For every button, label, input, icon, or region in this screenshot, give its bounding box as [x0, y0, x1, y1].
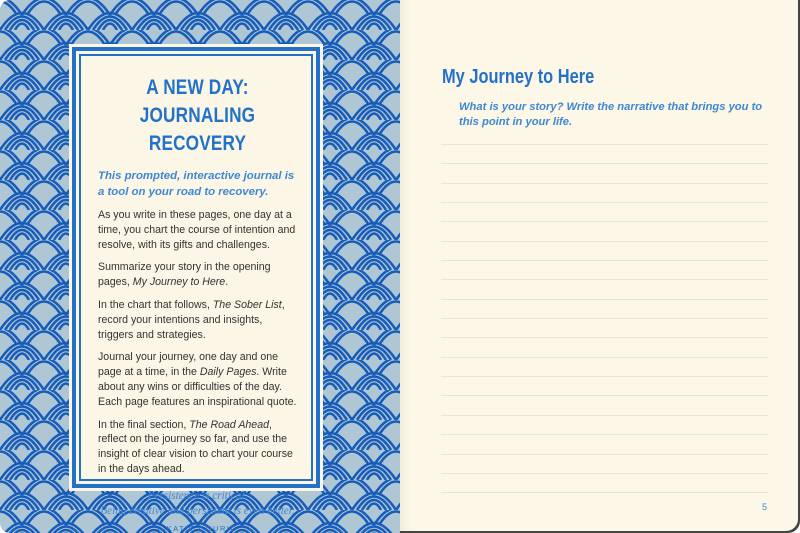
para-text: , reflect on the journey so far, and use the insight of clear vision to chart your course in the days ahead.	[98, 418, 293, 475]
writing-line[interactable]	[441, 492, 768, 493]
quote-line1: Persistence is critical.	[147, 489, 248, 502]
intro-paragraph	[98, 418, 297, 477]
quote-attribution: —KATIE COURIC	[157, 523, 238, 533]
writing-line[interactable]	[441, 454, 768, 455]
para-italic: The Sober List	[212, 298, 282, 311]
writing-line[interactable]	[441, 337, 768, 338]
para-italic: My Journey to Here	[132, 276, 226, 289]
writing-lines[interactable]	[441, 144, 768, 512]
intro-card-inner-border	[79, 54, 313, 533]
para-text: . Write about any wins or difficulties of the day. Each page features an inspirational quote.	[98, 366, 297, 408]
para-text: Summarize your story in the opening pages,	[98, 261, 271, 289]
para-italic: The Road Ahead	[189, 418, 269, 431]
writing-line[interactable]	[441, 415, 768, 416]
page-number: 5	[762, 502, 768, 512]
intro-title-line1: A NEW DAY:	[146, 76, 249, 99]
intro-title	[100, 74, 296, 158]
inspirational-quote	[98, 489, 297, 519]
intro-lead: This prompted, interactive journal is a tool on your road to recovery.	[98, 170, 295, 198]
intro-paragraph	[98, 350, 297, 409]
para-text: As you write in these pages, one day at a time, you chart the course of intention and resolve, with its gifts and challenges.	[98, 209, 296, 251]
intro-paragraph	[98, 298, 297, 342]
writing-line[interactable]	[441, 473, 768, 474]
page-heading: My Journey to Here	[442, 66, 595, 88]
writing-line[interactable]	[441, 260, 768, 261]
para-italic: Daily Pages	[199, 366, 257, 379]
writing-line[interactable]	[441, 144, 768, 145]
para-text: , record your intentions and insights, triggers and strategies.	[98, 298, 285, 341]
para-text: Journal your journey, one day and one page at a time, in the	[98, 351, 279, 379]
quote-line2: Being creative and persistent is even better.	[100, 504, 295, 517]
intro-paragraph	[98, 208, 297, 252]
intro-paragraph	[98, 260, 297, 290]
writing-line[interactable]	[441, 221, 768, 222]
writing-line[interactable]	[441, 357, 768, 358]
writing-line[interactable]	[441, 163, 768, 164]
writing-line[interactable]	[441, 202, 768, 203]
para-text: In the chart that follows,	[98, 298, 213, 311]
para-text: .	[225, 276, 229, 289]
writing-line[interactable]	[441, 241, 768, 242]
writing-line[interactable]	[441, 183, 768, 184]
intro-title-line2: JOURNALING RECOVERY	[139, 104, 256, 155]
writing-line[interactable]	[441, 395, 768, 396]
para-text: In the final section,	[98, 418, 190, 431]
writing-line[interactable]	[441, 318, 768, 319]
writing-line[interactable]	[441, 299, 768, 300]
writing-line[interactable]	[441, 434, 768, 435]
intro-card	[72, 47, 320, 533]
writing-prompt: What is your story? Write the narrative that brings you to this point in your life.	[459, 101, 763, 128]
writing-line[interactable]	[441, 376, 768, 377]
writing-line[interactable]	[441, 279, 768, 280]
